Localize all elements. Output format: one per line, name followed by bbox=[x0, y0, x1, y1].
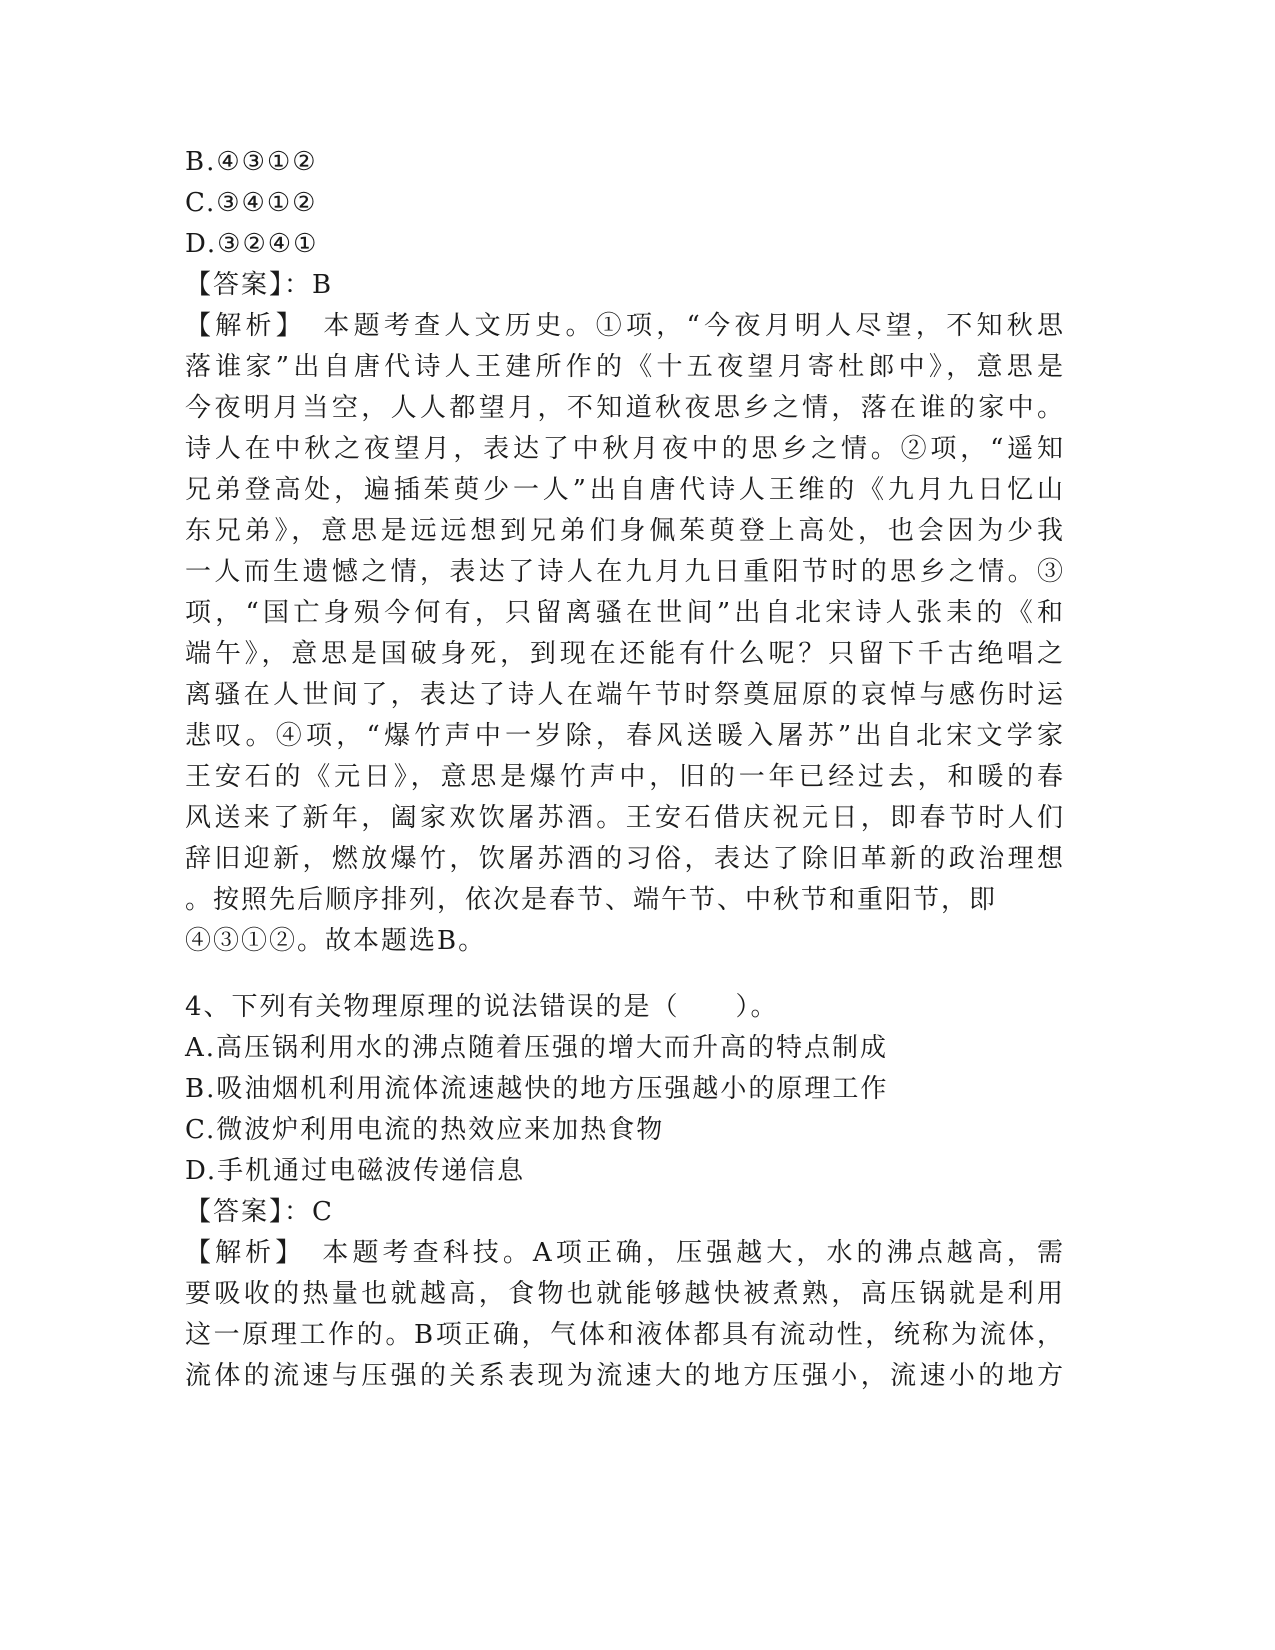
q4-option-a: A.高压锅利用水的沸点随着压强的增大而升高的特点制成 bbox=[185, 1033, 889, 1063]
q3-analysis-line: 王安石的《元日》，意思是爆竹声中，旧的一年已经过去，和暖的春 bbox=[185, 762, 1065, 792]
q3-analysis-line: 今夜明月当空，人人都望月，不知道秋夜思乡之情，落在谁的家中。 bbox=[185, 393, 1065, 423]
q3-analysis-line: 悲叹。④项，“爆竹声中一岁除，春风送暖入屠苏”出自北宋文学家 bbox=[185, 721, 1065, 751]
q3-option-c: C.③④①② bbox=[185, 188, 318, 218]
q3-analysis-line: ④③①②。故本题选B。 bbox=[185, 926, 487, 956]
q3-analysis-line: 【解析】 本题考查人文历史。①项，“今夜月明人尽望，不知秋思 bbox=[185, 311, 1065, 341]
q3-analysis-line: 离骚在人世间了，表达了诗人在端午节时祭奠屈原的哀悼与感伤时运 bbox=[185, 680, 1065, 710]
q4-analysis-line: 【解析】 本题考查科技。A项正确，压强越大，水的沸点越高，需 bbox=[185, 1238, 1065, 1268]
q4-stem: 4、下列有关物理原理的说法错误的是（ ）。 bbox=[185, 992, 779, 1022]
q3-option-d: D.③②④① bbox=[185, 229, 319, 259]
q4-option-d: D.手机通过电磁波传递信息 bbox=[185, 1156, 526, 1186]
q3-analysis-line: 辞旧迎新，燃放爆竹，饮屠苏酒的习俗，表达了除旧革新的政治理想 bbox=[185, 844, 1065, 874]
q3-analysis-line: 落谁家”出自唐代诗人王建所作的《十五夜望月寄杜郎中》，意思是 bbox=[185, 352, 1065, 382]
q3-analysis-line: 一人而生遗憾之情，表达了诗人在九月九日重阳节时的思乡之情。③ bbox=[185, 557, 1065, 587]
q4-analysis-line: 这一原理工作的。B项正确，气体和液体都具有流动性，统称为流体， bbox=[185, 1320, 1065, 1350]
q4-answer: 【答案】：C bbox=[185, 1197, 334, 1227]
q3-analysis-line: 兄弟登高处，遍插茱萸少一人”出自唐代诗人王维的《九月九日忆山 bbox=[185, 475, 1065, 505]
q4-option-c: C.微波炉利用电流的热效应来加热食物 bbox=[185, 1115, 665, 1145]
q4-analysis-line: 流体的流速与压强的关系表现为流速大的地方压强小，流速小的地方 bbox=[185, 1361, 1065, 1391]
q3-answer: 【答案】：B bbox=[185, 270, 334, 300]
q3-analysis-line: 诗人在中秋之夜望月，表达了中秋月夜中的思乡之情。②项，“遥知 bbox=[185, 434, 1065, 464]
q3-analysis-line: 。按照先后顺序排列，依次是春节、端午节、中秋节和重阳节，即 bbox=[185, 885, 998, 915]
q3-option-b: B.④③①② bbox=[185, 147, 318, 177]
q3-analysis-line: 端午》，意思是国破身死，到现在还能有什么呢？只留下千古绝唱之 bbox=[185, 639, 1065, 669]
q3-analysis-line: 东兄弟》，意思是远远想到兄弟们身佩茱萸登上高处，也会因为少我 bbox=[185, 516, 1065, 546]
q4-option-b: B.吸油烟机利用流体流速越快的地方压强越小的原理工作 bbox=[185, 1074, 889, 1104]
q3-analysis-line: 风送来了新年，阖家欢饮屠苏酒。王安石借庆祝元日，即春节时人们 bbox=[185, 803, 1065, 833]
q3-analysis-line: 项，“国亡身殒今何有，只留离骚在世间”出自北宋诗人张耒的《和 bbox=[185, 598, 1065, 628]
q4-analysis-line: 要吸收的热量也就越高，食物也就能够越快被煮熟，高压锅就是利用 bbox=[185, 1279, 1065, 1309]
